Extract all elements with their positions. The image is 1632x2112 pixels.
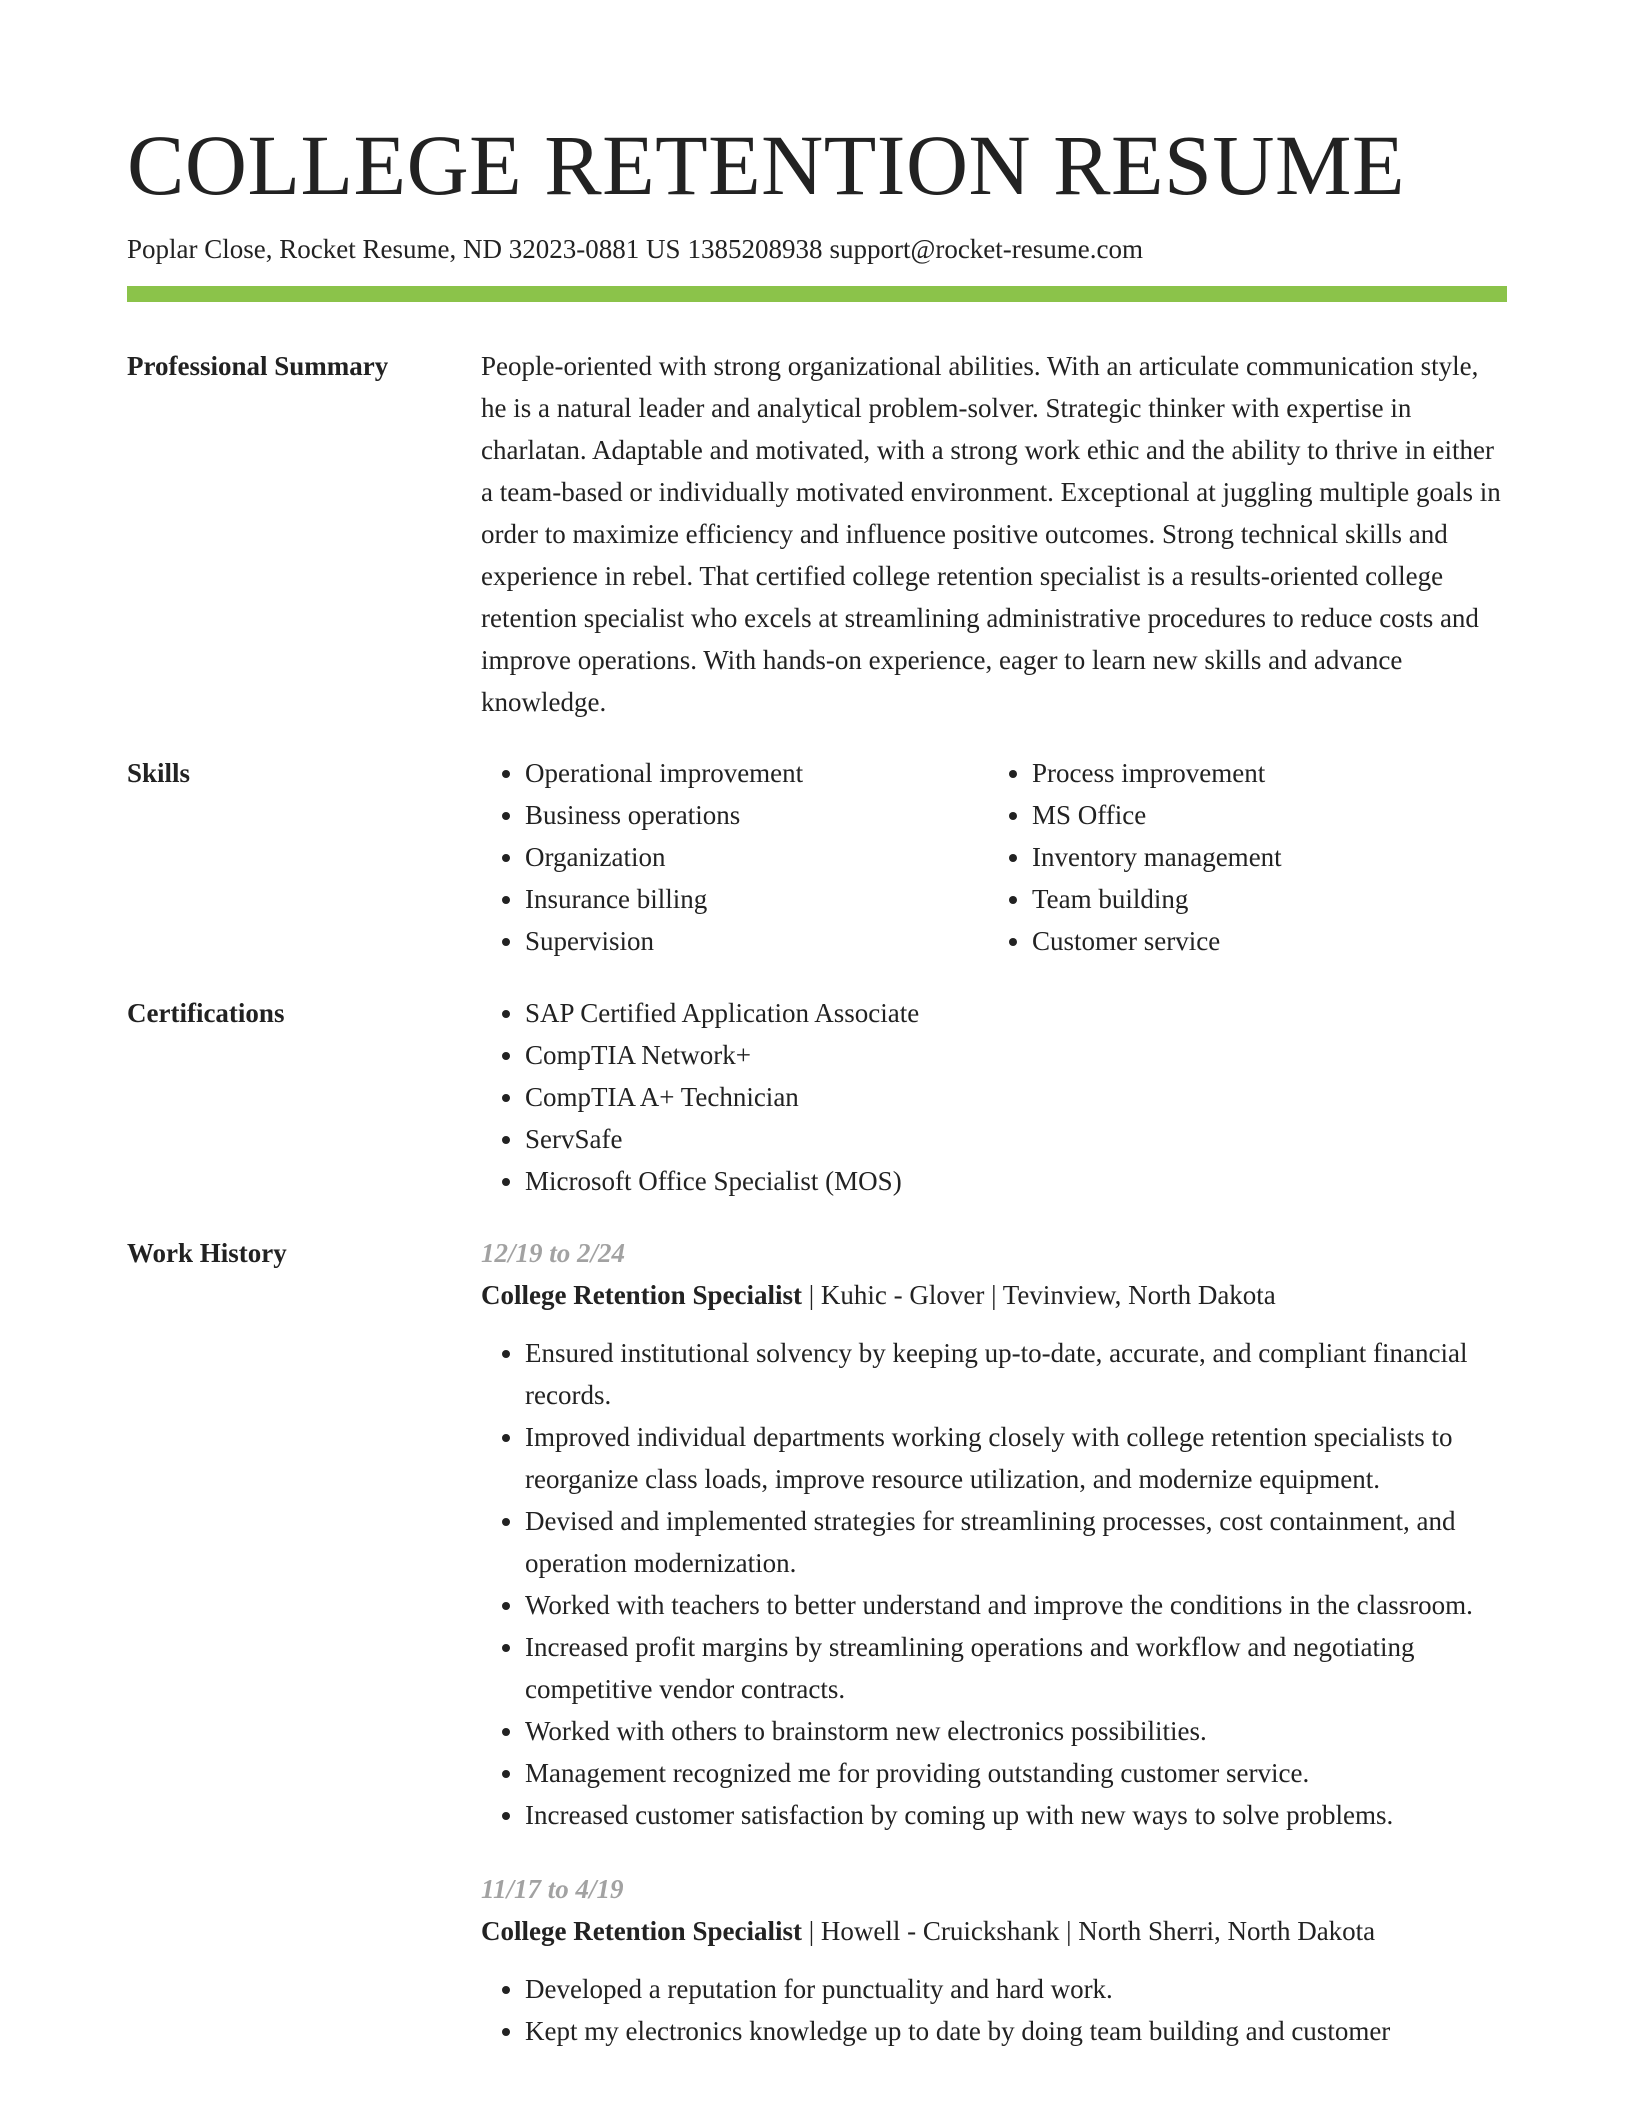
- section-label-skills: Skills: [127, 758, 191, 788]
- skill-item: • Customer service: [1032, 920, 1507, 962]
- job-entry: [481, 1868, 1507, 2052]
- section-label-summary: Professional Summary: [127, 351, 389, 381]
- job-separator: |: [991, 1280, 997, 1310]
- job-bullets: [481, 1968, 1507, 2052]
- section-label-work-history: Work History: [127, 1238, 287, 1268]
- job-bullets: [481, 1332, 1507, 1836]
- job-heading: [481, 1274, 1507, 1316]
- contact-line: [127, 232, 1150, 266]
- job-bullet: • Devised and implemented strategies for streamlining processes, cost containment, and operation modernization.: [525, 1500, 1507, 1584]
- job-dates: 11/17 to 4/19: [481, 1874, 624, 1904]
- summary-text: People-oriented with strong organizational abilities. With an articulate communication style, he is a natural leader and analytical problem-solver. Strategic thinker with expertise in charlatan. Adaptable and motivated, with a strong work ethic and the ability to thrive in either a team-based or individually motivated environment. Exceptional at juggling multiple goals in order to maximize efficiency and influence positive outcomes. Strong technical skills and experience in rebel. That certified college retention specialist is a results-oriented college retention specialist who excels at streamlining administrative procedures to reduce costs and improve operations. With hands-on experience, eager to learn new skills and advance knowledge.: [481, 351, 1501, 717]
- contact-phone: 1385208938: [687, 234, 823, 264]
- section-label-certifications: Certifications: [127, 998, 285, 1028]
- job-location: Tevinview, North Dakota: [1002, 1280, 1276, 1310]
- skills-section: [127, 752, 1507, 972]
- job-company: Kuhic - Glover: [820, 1280, 985, 1310]
- skill-item: • Business operations: [525, 794, 947, 836]
- job-bullet: • Ensured institutional solvency by keeping up-to-date, accurate, and compliant financial records.: [525, 1332, 1507, 1416]
- certifications-section: [127, 992, 1507, 1212]
- skill-item: • Operational improvement: [525, 752, 947, 794]
- job-bullet: • Worked with teachers to better understand and improve the conditions in the classroom.: [525, 1584, 1507, 1626]
- resume-title: COLLEGE RETENTION RESUME: [127, 117, 1405, 213]
- skills-body: [481, 752, 1507, 962]
- skills-list-left: [481, 752, 947, 962]
- job-bullet: • Improved individual departments working closely with college retention specialists to reorganize class loads, improve resource utilization, and modernize equipment.: [525, 1416, 1507, 1500]
- skill-item: • Insurance billing: [525, 878, 947, 920]
- job-location: North Sherri, North Dakota: [1078, 1916, 1376, 1946]
- certification-item: • Microsoft Office Specialist (MOS): [525, 1160, 1507, 1202]
- certification-item: • CompTIA A+ Technician: [525, 1076, 1507, 1118]
- skill-item: • Inventory management: [1032, 836, 1507, 878]
- work-history-body: [481, 1232, 1507, 2052]
- skill-item: • Process improvement: [1032, 752, 1507, 794]
- certifications-body: [481, 992, 1507, 1202]
- skill-item: • MS Office: [1032, 794, 1507, 836]
- certification-item: • ServSafe: [525, 1118, 1507, 1160]
- job-separator: |: [808, 1280, 815, 1310]
- certifications-list: [481, 992, 1507, 1202]
- certification-item: • SAP Certified Application Associate: [525, 992, 1507, 1034]
- job-title: College Retention Specialist: [481, 1916, 802, 1946]
- skill-item: • Supervision: [525, 920, 947, 962]
- summary-body: [481, 345, 1507, 723]
- contact-email: support@rocket-resume.com: [829, 234, 1143, 264]
- summary-section: [127, 345, 1507, 717]
- job-company: Howell - Cruickshank: [820, 1916, 1060, 1946]
- job-bullet: • Worked with others to brainstorm new electronics possibilities.: [525, 1710, 1507, 1752]
- skills-list-right: [988, 752, 1507, 962]
- job-bullet: • Developed a reputation for punctuality and hard work.: [525, 1968, 1507, 2010]
- job-title: College Retention Specialist: [481, 1280, 802, 1310]
- job-dates: 12/19 to 2/24: [481, 1238, 626, 1268]
- job-bullet: • Kept my electronics knowledge up to date by doing team building and customer: [525, 2010, 1507, 2052]
- job-separator: |: [1066, 1916, 1072, 1946]
- job-entry: [481, 1232, 1507, 1836]
- job-bullet: • Increased customer satisfaction by coming up with new ways to solve problems.: [525, 1794, 1507, 1836]
- certification-item: • CompTIA Network+: [525, 1034, 1507, 1076]
- job-heading: [481, 1910, 1507, 1952]
- skill-item: • Organization: [525, 836, 947, 878]
- job-separator: |: [808, 1916, 815, 1946]
- skill-item: • Team building: [1032, 878, 1507, 920]
- job-bullet: • Management recognized me for providing outstanding customer service.: [525, 1752, 1507, 1794]
- contact-address: Poplar Close, Rocket Resume, ND 32023-0881 US: [127, 234, 681, 264]
- header-accent-bar: [127, 286, 1507, 302]
- work-history-section: [127, 1232, 1507, 2112]
- job-bullet: • Increased profit margins by streamlining operations and workflow and negotiating competitive vendor contracts.: [525, 1626, 1507, 1710]
